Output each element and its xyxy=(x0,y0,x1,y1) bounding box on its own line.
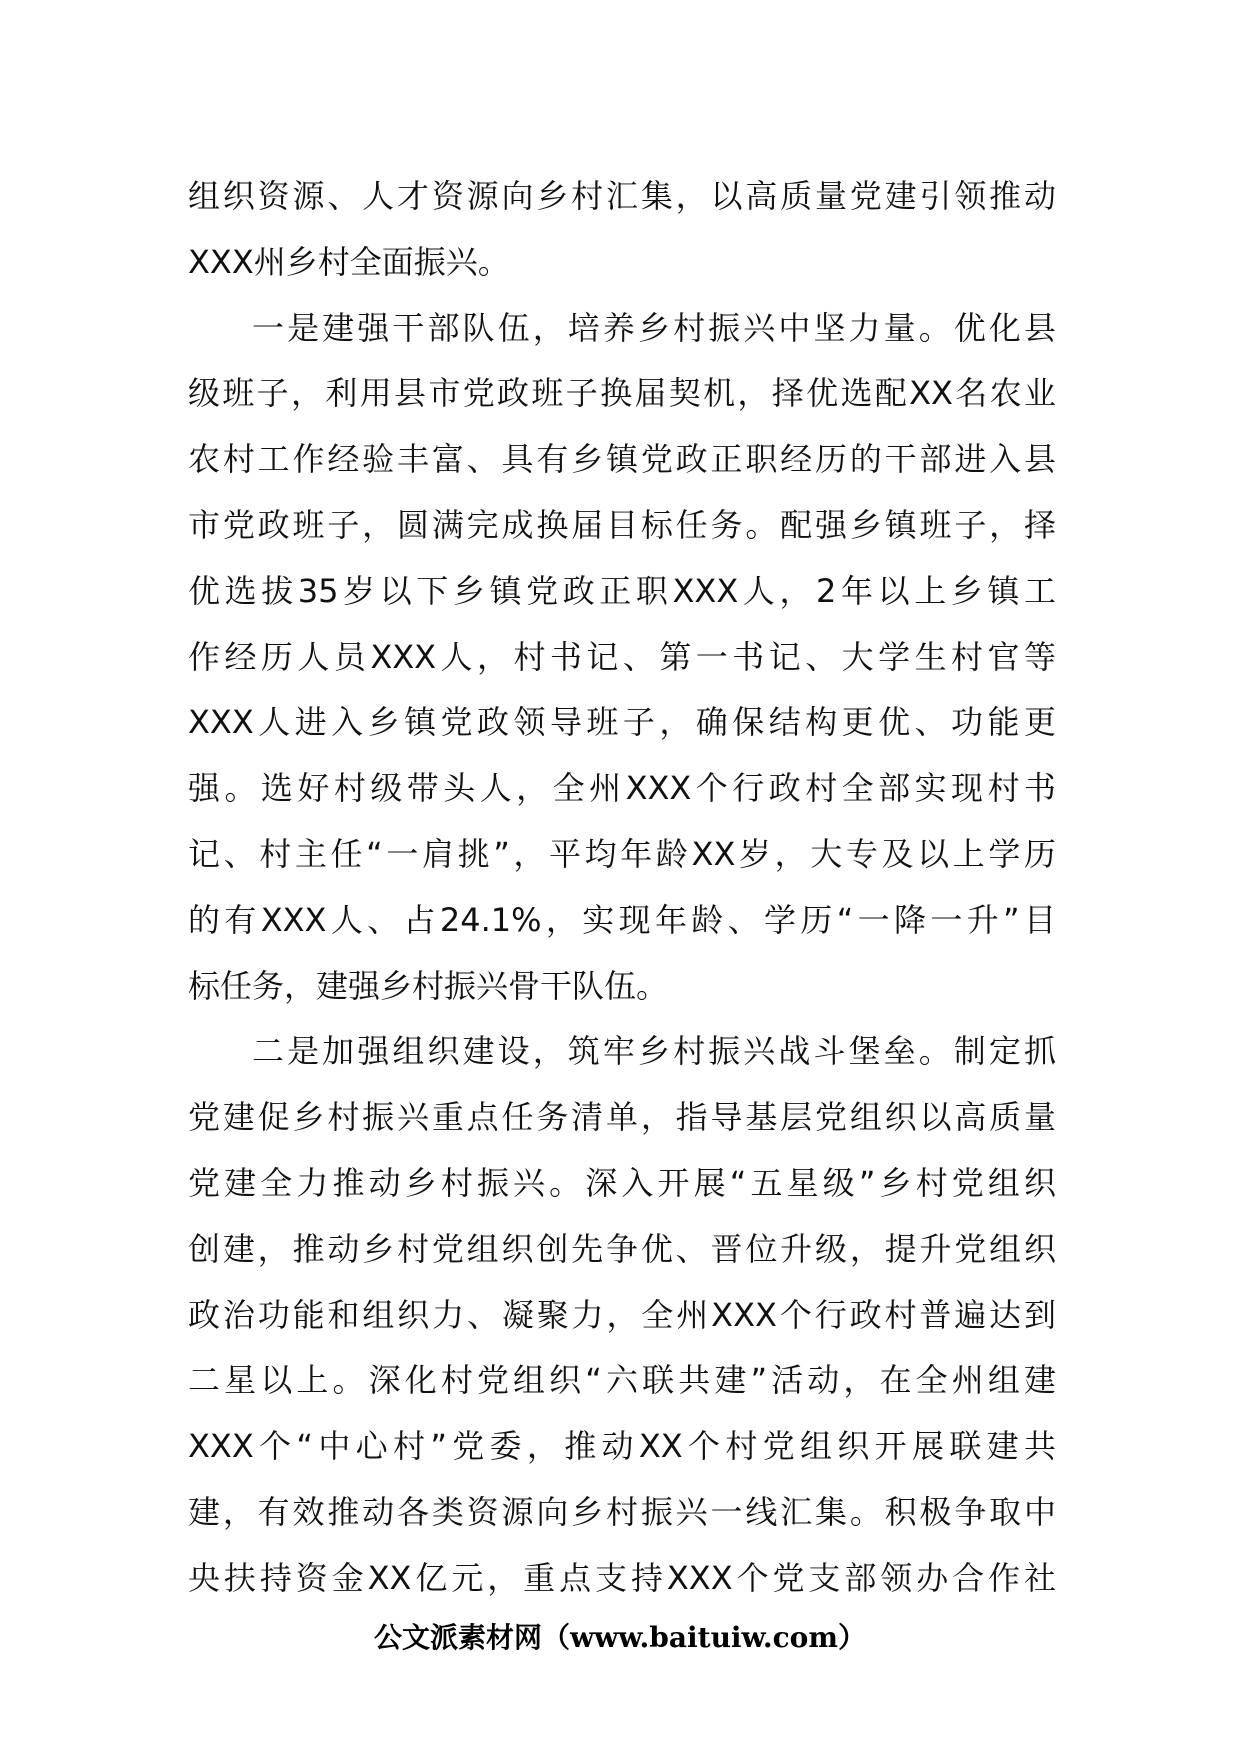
text-line: 的有XXX人、占24.1%，实现年龄、学历“一降一升”目 xyxy=(188,900,1056,939)
text-line: 二是加强组织建设，筑牢乡村振兴战斗堡垒。制定抓 xyxy=(252,1032,1056,1071)
text-line: 二星以上。深化村党组织“六联共建”活动，在全州组建 xyxy=(188,1361,1056,1400)
text-line: 一是建强干部队伍，培养乡村振兴中坚力量。优化县 xyxy=(252,308,1056,347)
text-line: XXX州乡村全面振兴。 xyxy=(188,242,510,281)
text-line: 优选拔35岁以下乡镇党政正职XXX人，2年以上乡镇工 xyxy=(188,571,1056,610)
footer-watermark: 公文派素材网（www.baituiw.com） xyxy=(374,1621,866,1654)
text-line: 市党政班子，圆满完成换届目标任务。配强乡镇班子，择 xyxy=(188,505,1056,544)
text-line: XXX人进入乡镇党政领导班子，确保结构更优、功能更 xyxy=(188,703,1056,742)
text-line: 建，有效推动各类资源向乡村振兴一线汇集。积极争取中 xyxy=(188,1492,1056,1531)
document-body xyxy=(188,164,1056,1612)
text-line: 央扶持资金XX亿元，重点支持XXX个党支部领办合作社 xyxy=(188,1558,1056,1597)
text-line: 创建，推动乡村党组织创先争优、晋位升级，提升党组织 xyxy=(188,1229,1056,1268)
text-line: XXX个“中心村”党委，推动XX个村党组织开展联建共 xyxy=(188,1427,1056,1466)
text-line: 组织资源、人才资源向乡村汇集，以高质量党建引领推动 xyxy=(188,177,1056,215)
text-line: 党建促乡村振兴重点任务清单，指导基层党组织以高质量 xyxy=(188,1098,1056,1137)
text-line: 标任务，建强乡村振兴骨干队伍。 xyxy=(188,966,669,1005)
text-line: 党建全力推动乡村振兴。深入开展“五星级”乡村党组织 xyxy=(188,1163,1056,1202)
text-line: 级班子，利用县市党政班子换届契机，择优选配XX名农业 xyxy=(188,374,1056,413)
text-line: 农村工作经验丰富、具有乡镇党政正职经历的干部进入县 xyxy=(188,440,1056,479)
text-line: 记、村主任“一肩挑”，平均年龄XX岁，大专及以上学历 xyxy=(188,834,1056,873)
text-line: 强。选好村级带头人，全州XXX个行政村全部实现村书 xyxy=(188,769,1056,808)
text-line: 政治功能和组织力、凝聚力，全州XXX个行政村普遍达到 xyxy=(188,1295,1056,1334)
text-line: 作经历人员XXX人，村书记、第一书记、大学生村官等 xyxy=(188,637,1056,676)
